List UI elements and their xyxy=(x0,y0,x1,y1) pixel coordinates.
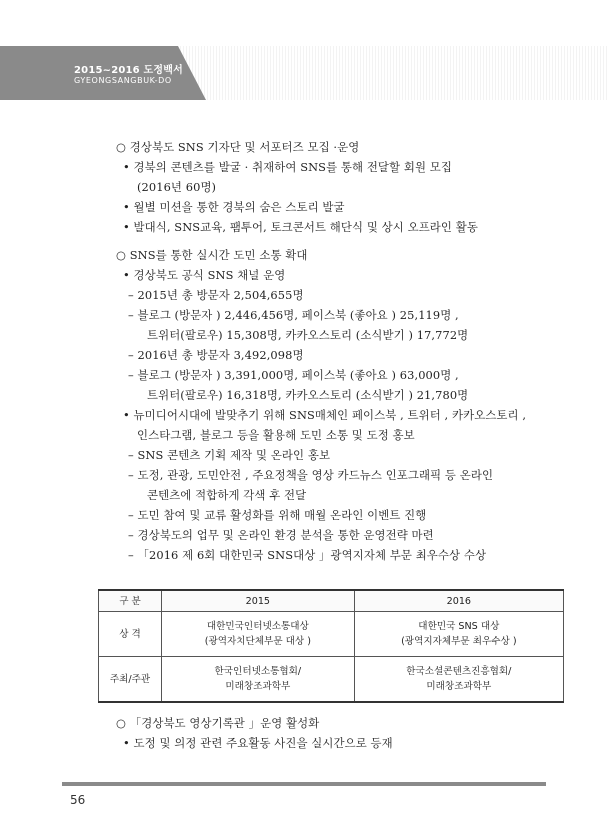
award-2016-cell xyxy=(354,612,563,657)
awards-table xyxy=(98,589,564,703)
dash-item: – 도민 참여 및 교류 활성화를 위해 매월 온라인 이벤트 진행 xyxy=(128,508,427,522)
organizer-2015-cell xyxy=(162,657,355,703)
cell-line: (광역자치단체부문 대상 ) xyxy=(204,636,311,647)
dash-item: – 도정, 관광, 도민안전 , 주요정책을 영상 카드뉴스 인포그래픽 등 온라인 xyxy=(128,468,494,482)
dash-continuation: 트위터(팔로우) 16,318명, 카카오스토리 (소식받기 ) 21,780명 xyxy=(147,388,469,402)
dash-item: – SNS 콘텐츠 기획 제작 및 온라인 홍보 xyxy=(128,448,331,462)
bullet-item: • 경북의 콘텐츠를 발굴 · 취재하여 SNS를 통해 전달할 회원 모집 xyxy=(123,160,452,174)
row-label: 주최/주관 xyxy=(99,657,162,703)
footer-divider xyxy=(62,782,546,786)
bullet-continuation: (2016년 60명) xyxy=(137,180,217,194)
dash-continuation: 트위터(팔로우) 15,308명, 카카오스토리 (소식받기 ) 17,772명 xyxy=(147,328,469,342)
header-category: 구 분 xyxy=(99,590,162,612)
award-2015-cell xyxy=(162,612,355,657)
dash-item: – 경상북도의 업무 및 온라인 환경 분석을 통한 운영전략 마련 xyxy=(128,528,434,542)
page-number: 56 xyxy=(70,793,86,807)
bullet-item: • 발대식, SNS교육, 팸투어, 토크콘서트 해단식 및 상시 오프라인 활동 xyxy=(123,220,478,234)
dash-item: – 2015년 총 방문자 2,504,655명 xyxy=(128,288,304,302)
book-subtitle: GYEONGSANGBUK-DO xyxy=(74,76,172,85)
cell-line: 한국인터넷소통협회/ xyxy=(214,666,302,677)
header-2016: 2016 xyxy=(354,590,563,612)
book-title: 2015~2016 도정백서 xyxy=(74,65,183,76)
cell-line: 한국소셜콘텐츠진흥협회/ xyxy=(406,666,512,677)
bullet-item: • 경상북도 공식 SNS 채널 운영 xyxy=(123,268,286,282)
dash-item: – 블로그 (방문자 ) 3,391,000명, 페이스북 (좋아요 ) 63,000명 , xyxy=(128,368,459,382)
cell-line: 미래창조과학부 xyxy=(225,681,291,692)
bullet-item: • 도정 및 의정 관련 주요활동 사진을 실시간으로 등재 xyxy=(123,736,393,750)
cell-line: 대한민국 SNS 대상 xyxy=(418,621,500,632)
section-heading: ○ 경상북도 SNS 기자단 및 서포터즈 모집 ·운영 xyxy=(116,140,360,154)
dash-item: – 블로그 (방문자 ) 2,446,456명, 페이스북 (좋아요 ) 25,119명 , xyxy=(128,308,459,322)
cell-line: 대한민국인터넷소통대상 xyxy=(206,621,309,632)
bullet-item: • 뉴미디어시대에 발맞추기 위해 SNS매체인 페이스북 , 트위터 , 카카오스토리 , xyxy=(123,408,527,422)
cell-line: 미래창조과학부 xyxy=(426,681,492,692)
table-row xyxy=(99,612,564,657)
dash-item: – 「2016 제 6회 대한민국 SNS대상 」광역지자체 부문 최우수상 수상 xyxy=(128,548,487,562)
bullet-continuation: 인스타그램, 블로그 등을 활용해 도민 소통 및 도정 홍보 xyxy=(137,428,415,442)
table-row xyxy=(99,657,564,703)
row-label: 상 격 xyxy=(99,612,162,657)
cell-line: (광역지자체부문 최우수상 ) xyxy=(401,636,517,647)
dash-item: – 2016년 총 방문자 3,492,098명 xyxy=(128,348,304,362)
table-header-row xyxy=(99,590,564,612)
dash-continuation: 콘텐츠에 적합하게 각색 후 전달 xyxy=(147,488,307,502)
header-2015: 2015 xyxy=(162,590,355,612)
organizer-2016-cell xyxy=(354,657,563,703)
section-heading: ○ SNS를 통한 실시간 도민 소통 확대 xyxy=(116,248,308,262)
bullet-item: • 월별 미션을 통한 경북의 숨은 스토리 발굴 xyxy=(123,200,345,214)
section-heading: ○ 「경상북도 영상기록관 」운영 활성화 xyxy=(116,716,320,730)
